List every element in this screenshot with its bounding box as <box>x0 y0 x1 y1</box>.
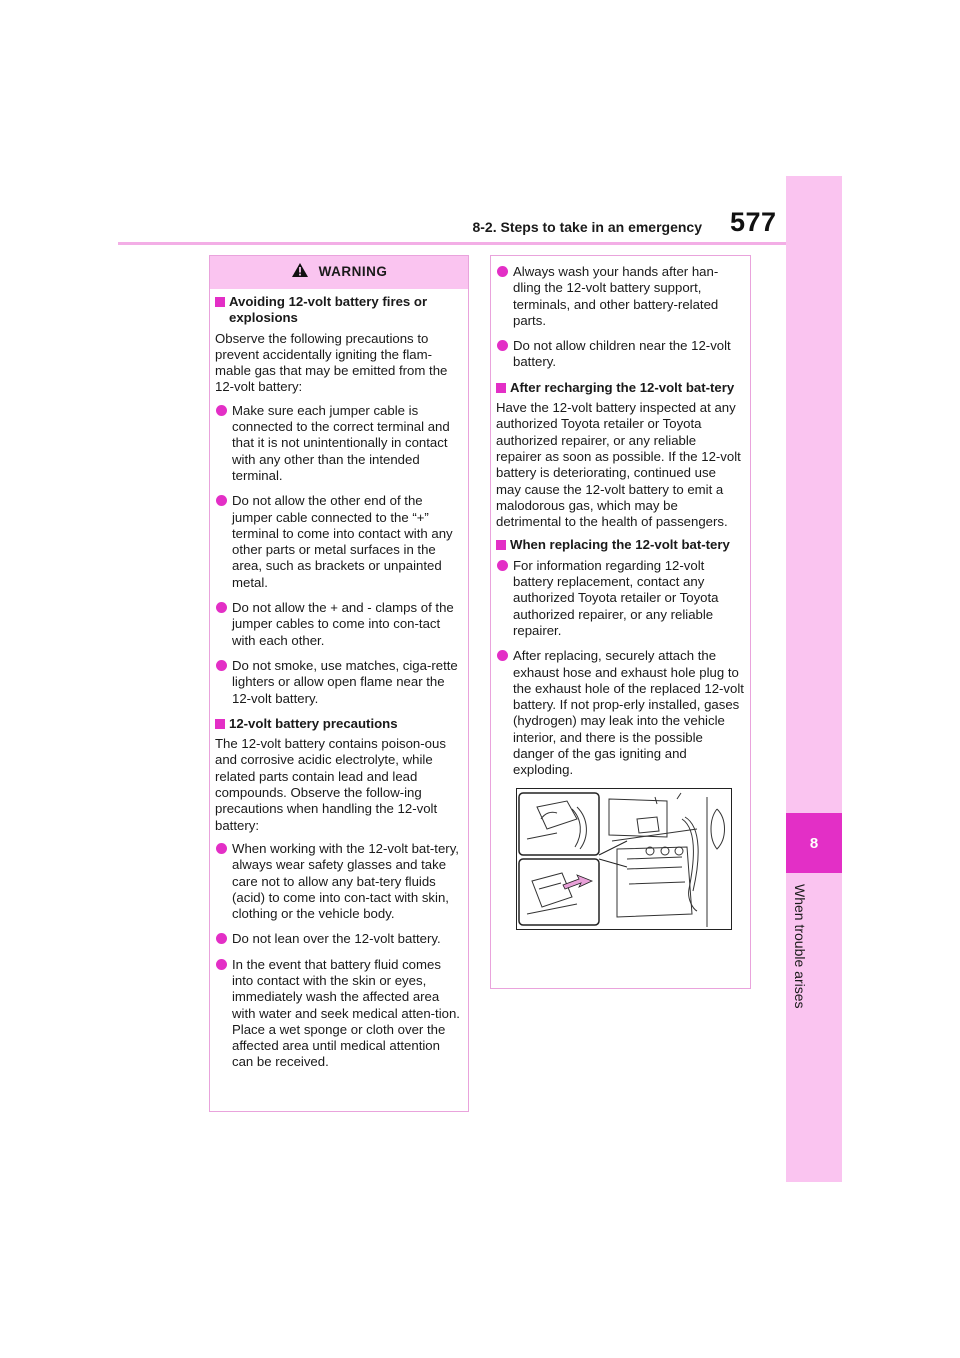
bullet-item: For information regarding 12-volt battery replacement, contact any authorized Toyota retailer or Toyota authorized repairer, or any reliable repairer. <box>496 558 744 639</box>
bullet-item: When working with the 12-volt bat-tery, always wear safety glasses and take care not to allow any bat-tery fluids (acid) to come into con-tact with skin, clothing or the vehicle body. <box>215 841 462 922</box>
warning-triangle-icon <box>291 262 309 282</box>
warning-header <box>210 256 468 289</box>
bullet-item: Do not lean over the 12-volt battery. <box>215 931 462 947</box>
chapter-title: When trouble arises <box>792 884 808 1009</box>
bullet-item: Do not allow the + and - clamps of the jumper cables to come into con-tact with each other. <box>215 600 462 649</box>
section-heading-precautions: 12-volt battery precautions <box>215 716 462 732</box>
bullet-item: In the event that battery fluid comes into contact with the skin or eyes, immediately wash the affected area with water and seek medical atten-tion. Place a wet sponge or cloth over the affected area until medical attention can be received. <box>215 957 462 1071</box>
header-divider <box>118 242 840 245</box>
bullet-item: Do not allow children near the 12-volt battery. <box>496 338 744 371</box>
bullet-item: Make sure each jumper cable is connected to the correct terminal and that it is not unintentionally in contact with any other than the intended terminal. <box>215 403 462 484</box>
chapter-side-tab <box>786 176 842 1182</box>
bullet-item: Always wash your hands after han-dling the 12-volt battery support, terminals, and other battery-related parts. <box>496 264 744 329</box>
warning-panel-right <box>490 255 751 989</box>
section-body-recharging: Have the 12-volt battery inspected at any authorized Toyota retailer or Toyota authorized repairer, or any reliable repairer as soon as possible. If the 12-volt battery is deteriorating, continued use may cause the 12-volt battery to emit a malodorous gas, which may be detrimental to the health of passengers. <box>496 400 741 530</box>
section-heading-recharging: After recharging the 12-volt bat-tery <box>496 380 744 396</box>
warning-panel-left <box>209 255 469 1112</box>
page-number: 577 <box>730 207 777 237</box>
bullet-item: Do not smoke, use matches, ciga-rette lighters or allow open flame near the 12-volt battery. <box>215 658 462 707</box>
section-heading-replacing: When replacing the 12-volt bat-tery <box>496 537 744 553</box>
section-intro-fires: Observe the following precautions to prevent accidentally igniting the flam-mable gas that may be emitted from the 12-volt battery: <box>215 330 448 395</box>
bullet-item: Do not allow the other end of the jumper cable connected to the “+” terminal to come into contact with any other parts or metal surfaces in the area, such as brackets or unpainted metal. <box>215 493 462 591</box>
bullet-item: After replacing, securely attach the exhaust hose and exhaust hole plug to the exhaust hole of the replaced 12-volt battery. If not prop-erly installed, gases (hydrogen) may leak into the vehicle interior, and there is the possible danger of the gas igniting and exploding. <box>496 648 744 778</box>
section-heading-fires: Avoiding 12-volt battery fires or explosions <box>215 294 462 327</box>
battery-exhaust-hose-illustration <box>516 788 732 930</box>
warning-title: WARNING <box>318 264 388 280</box>
chapter-number-badge: 8 <box>786 813 842 873</box>
section-intro-precautions: The 12-volt battery contains poison-ous and corrosive acidic electrolyte, while related parts contain lead and lead compounds. Observe the follow-ing precautions when handling the 12-volt battery: <box>215 736 446 833</box>
section-title: 8-2. Steps to take in an emergency <box>472 219 702 235</box>
